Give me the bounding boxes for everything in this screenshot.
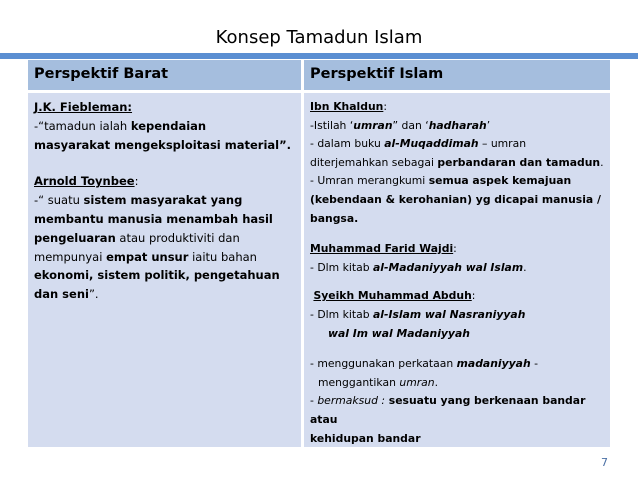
text: -“tamadun ialah	[34, 118, 131, 133]
text: mempunyai	[34, 249, 107, 264]
header-perspektif-islam	[304, 60, 610, 90]
text: sistem masyarakat yang	[83, 193, 243, 208]
text: kependaian	[130, 118, 207, 133]
text: al-Islam wal Nasraniyyah	[372, 307, 526, 321]
author-abduh: Syeikh Muhammad Abduh	[313, 289, 472, 303]
text: iaitu bahan	[188, 249, 257, 264]
barat-content	[34, 98, 297, 304]
text: membantu manusia menambah hasil	[34, 211, 273, 226]
text: :	[383, 100, 387, 113]
islam-content	[310, 98, 606, 448]
author-ibn-khaldun: Ibn Khaldun	[310, 100, 384, 113]
text: ” dan ‘	[392, 118, 429, 132]
text: perbandaran dan tamadun	[437, 155, 601, 169]
text: - Dlm kitab	[310, 307, 373, 321]
text: kehidupan bandar	[310, 431, 421, 445]
text: .	[600, 155, 604, 169]
author-farid-wajdi: Muhammad Farid Wajdi	[310, 242, 454, 256]
text: hadharah	[428, 118, 487, 132]
text: umran	[399, 375, 435, 389]
header-right-label: Perspektif Islam	[310, 66, 444, 82]
text: madaniyyah	[456, 357, 531, 371]
author-toynbee: Arnold Toynbee	[34, 174, 135, 189]
text: ’	[486, 118, 491, 132]
text: pengeluaran	[34, 230, 116, 245]
text: - dalam buku	[310, 137, 385, 151]
text: :	[134, 174, 139, 189]
header-perspektif-barat	[28, 60, 301, 90]
text: ”.	[279, 137, 292, 152]
text: wal Im wal Madaniyyah	[328, 326, 470, 340]
text: semua aspek kemajuan	[428, 174, 572, 188]
text: -	[530, 357, 538, 371]
cell-islam	[304, 93, 610, 447]
text: menggantikan	[318, 375, 400, 389]
text: empat unsur	[106, 249, 189, 264]
page-number: 7	[601, 456, 608, 469]
text: diterjemahkan sebagai	[310, 155, 438, 169]
text: -Istilah ‘	[310, 118, 354, 132]
text: .	[523, 260, 527, 274]
text: - menggunakan perkataan	[310, 357, 457, 371]
text: (kebendaan & kerohanian) yg dicapai manusia /	[310, 192, 601, 206]
text: ”.	[88, 287, 99, 302]
text: bangsa.	[310, 211, 359, 225]
text: al-Madaniyyah wal Islam	[372, 260, 524, 274]
text: :	[471, 289, 476, 303]
text: ekonomi, sistem politik, pengetahuan	[34, 268, 280, 283]
title-underline	[0, 53, 638, 59]
text: bermaksud :	[317, 394, 386, 408]
text: .	[434, 375, 439, 389]
text: – umran	[478, 137, 527, 151]
text: sesuatu yang berkenaan bandar atau	[310, 394, 586, 426]
text: :	[453, 242, 457, 256]
header-left-label: Perspektif Barat	[34, 66, 169, 82]
text: masyarakat mengeksploitasi material	[34, 137, 280, 152]
text: umran	[353, 118, 393, 132]
cell-barat	[28, 93, 301, 447]
text: -“ suatu	[34, 193, 84, 208]
text: - Umran merangkumi	[310, 174, 429, 188]
text: al-Muqaddimah	[384, 137, 479, 151]
text: dan seni	[34, 287, 89, 302]
author-fiebleman: J.K. Fiebleman:	[34, 100, 133, 114]
slide-title: Konsep Tamadun Islam	[215, 27, 423, 48]
text: - Dlm kitab	[310, 260, 373, 274]
text: -	[310, 394, 318, 408]
text: atau produktiviti dan	[115, 230, 240, 245]
comparison-table	[28, 60, 610, 447]
